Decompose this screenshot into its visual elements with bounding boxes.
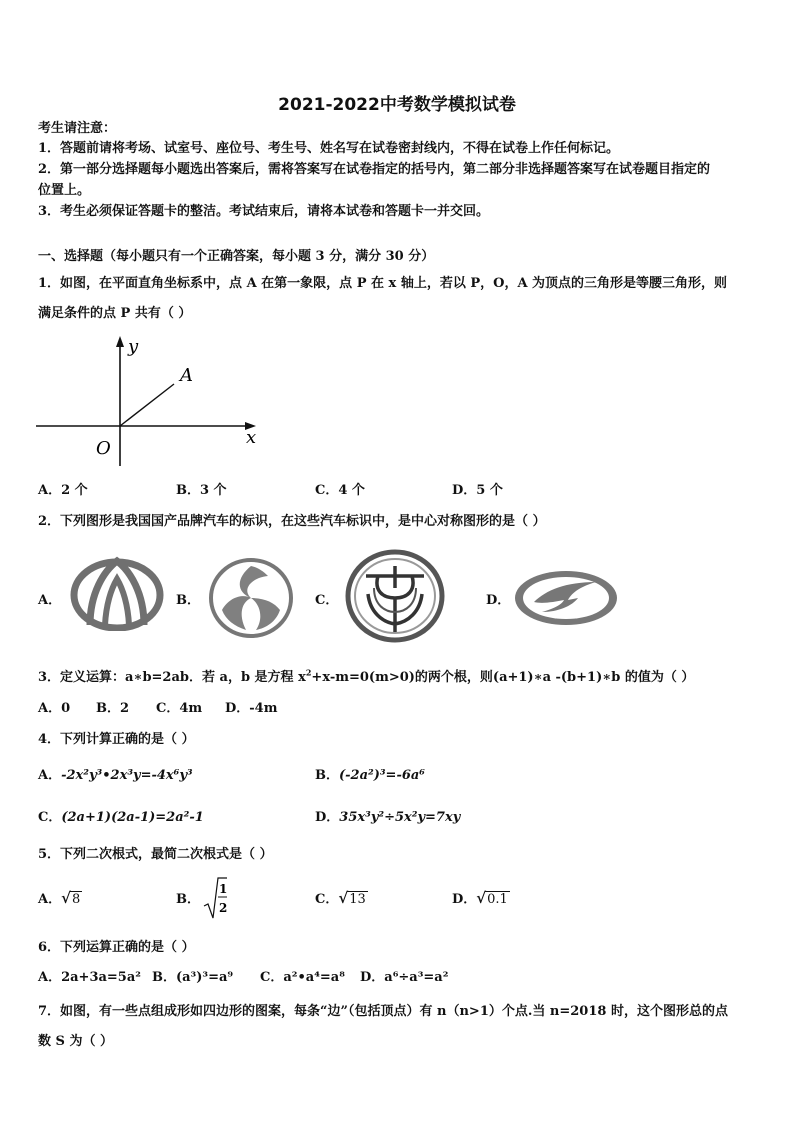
- q1-option-c: C．4 个: [315, 483, 365, 498]
- q1-stem-line2: 满足条件的点 P 共有（ ）: [38, 306, 192, 321]
- q5-option-c-value: 13: [349, 892, 366, 907]
- q7-stem-line1: 7．如图，有一些点组成形如四边形的图案，每条“边”（包括顶点）有 n（n>1）个点.当 n=2018 时，这个图形总的点: [38, 1004, 728, 1019]
- segment-oa: [120, 384, 174, 426]
- q4-option-d-label: D．: [315, 810, 340, 825]
- q5-option-b-numerator: 1: [219, 882, 228, 896]
- notice-heading: 考生请注意：: [38, 121, 117, 136]
- q3-stem: [38, 666, 694, 685]
- q3-option-a: A．0: [38, 701, 71, 716]
- q4-option-d-expr: 35x³y²÷5x²y=7xy: [339, 810, 461, 825]
- q2-label-b: B．: [176, 593, 200, 608]
- q5-option-a-label: A．: [38, 892, 62, 907]
- q4-option-b-label: B．: [315, 768, 339, 783]
- q5-option-a: [38, 888, 82, 907]
- q1-option-b: B．3 个: [176, 483, 227, 498]
- q1-coordinate-figure: [34, 330, 274, 475]
- q5-option-c-label: C．: [315, 892, 339, 907]
- notice-item-2-cont: 位置上。: [38, 183, 91, 198]
- q1-option-d: D．5 个: [452, 483, 503, 498]
- q4-option-c-expr: (2a+1)(2a-1)=2a²-1: [61, 810, 204, 825]
- q3-stem-exponent: 2: [305, 667, 312, 678]
- q4-option-b: [315, 764, 425, 783]
- q4-option-a-label: A．: [38, 768, 62, 783]
- q5-option-d-label: D．: [452, 892, 477, 907]
- q4-option-a-expr: -2x²y³•2x³y=-4x⁶y³: [61, 768, 193, 783]
- q3-option-c: C．4m: [156, 701, 203, 716]
- q5-stem: 5．下列二次根式，最简二次根式是（ ）: [38, 847, 273, 862]
- q2-label-c: C．: [315, 593, 339, 608]
- q1-option-a: A．2 个: [38, 483, 88, 498]
- x-axis-label: x: [246, 427, 257, 448]
- q2-label-a: A．: [38, 593, 62, 608]
- car-logo-c: [344, 548, 446, 644]
- q5-option-b-denominator: 2: [219, 901, 228, 915]
- notice-item-3: 3．考生必须保证答题卡的整洁。考试结束后，请将本试卷和答题卡一并交回。: [38, 204, 490, 219]
- notice-item-1: 1．答题前请将考场、试室号、座位号、考生号、姓名写在试卷密封线内，不得在试卷上作任何标记。: [38, 141, 620, 156]
- q6-option-c: C．a²•a⁴=a⁸: [260, 970, 345, 985]
- page-title: 2021-2022中考数学模拟试卷: [278, 95, 516, 115]
- q5-option-b: [176, 876, 228, 915]
- y-axis-label: y: [128, 336, 139, 357]
- q2-label-d: D．: [486, 593, 511, 608]
- q5-option-d: [452, 888, 510, 907]
- sqrt-icon: √: [338, 889, 349, 907]
- q5-option-d-value: 0.1: [487, 892, 508, 907]
- y-axis-arrow: [116, 336, 124, 347]
- q4-option-a: [38, 764, 193, 783]
- q6-option-d: D．a⁶÷a³=a²: [360, 970, 449, 985]
- q4-option-c: [38, 806, 204, 825]
- q3-stem-part1: 3．定义运算：a∗b=2ab．若 a，b 是方程 x: [38, 670, 306, 685]
- q3-option-d: D．-4m: [225, 701, 278, 716]
- q2-stem: 2．下列图形是我国国产品牌汽车的标识，在这些汽车标识中，是中心对称图形的是（ ）: [38, 514, 546, 529]
- q6-option-a: A．2a+3a=5a²: [38, 970, 141, 985]
- q4-option-b-expr: (-2a²)³=-6a⁶: [339, 768, 426, 783]
- q4-option-c-label: C．: [38, 810, 62, 825]
- q7-stem-line2: 数 S 为（ ）: [38, 1034, 113, 1049]
- notice-item-2: 2．第一部分选择题每小题选出答案后，需将答案写在试卷指定的括号内，第二部分非选择题答案写在试卷题目指定的: [38, 162, 711, 177]
- q5-option-a-value: 8: [71, 892, 81, 907]
- q4-option-d: [315, 806, 460, 825]
- q3-option-b: B．2: [96, 701, 130, 716]
- origin-label: O: [96, 438, 111, 459]
- q6-stem: 6．下列运算正确的是（ ）: [38, 940, 195, 955]
- q5-option-b-radical: [202, 876, 228, 920]
- point-a-label: A: [180, 365, 193, 386]
- q1-stem-line1: 1．如图，在平面直角坐标系中，点 A 在第一象限，点 P 在 x 轴上，若以 P，O，A 为顶点的三角形是等腰三角形，则: [38, 276, 728, 291]
- car-logo-a: [70, 555, 164, 631]
- car-logo-d: [512, 568, 620, 628]
- q5-option-c: [315, 888, 368, 907]
- car-logo-b: [206, 556, 296, 640]
- sqrt-icon: √: [476, 889, 487, 907]
- q3-stem-part2: +x-m=0(m>0)的两个根，则(a+1)∗a -(b+1)∗b 的值为（ ）: [311, 670, 695, 685]
- q5-option-b-label: B．: [176, 892, 200, 907]
- sqrt-icon: √: [61, 889, 71, 907]
- q6-option-b: B．(a³)³=a⁹: [152, 970, 234, 985]
- section-heading: 一、选择题（每小题只有一个正确答案，每小题 3 分，满分 30 分）: [38, 249, 435, 264]
- q4-stem: 4．下列计算正确的是（ ）: [38, 732, 195, 747]
